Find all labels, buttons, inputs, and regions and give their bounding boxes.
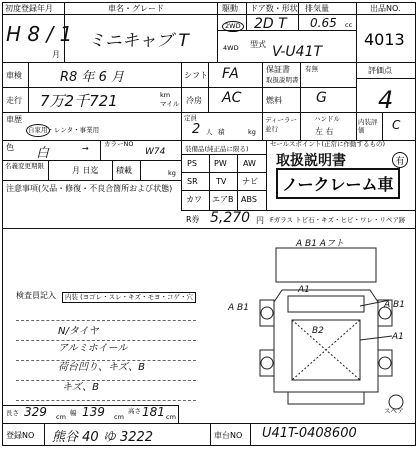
inspector-note-3: 荷台凹り、キズ、B bbox=[58, 362, 145, 373]
use-options: 自家用・レンタ・事業用 bbox=[28, 126, 100, 134]
inspection-label: 車検 bbox=[6, 71, 22, 80]
car-left-rear-side bbox=[260, 350, 274, 376]
dealer-label: ディーラー並行 bbox=[265, 116, 297, 133]
capacity-unit2: 積 bbox=[218, 128, 225, 136]
recycle-label: R券 bbox=[186, 215, 200, 224]
notes-label: 注意事項(欠品・修復・不良合箇所および状態) bbox=[6, 184, 173, 193]
capacity-unit: 人 bbox=[206, 128, 213, 136]
stamp-manual: 取扱説明書 bbox=[276, 153, 346, 169]
diag-label-a1-right: A1 bbox=[392, 332, 404, 342]
diag-label-spare: スペア bbox=[384, 407, 404, 415]
wheel-rear-right bbox=[379, 357, 391, 369]
use-label: 車歴 bbox=[6, 115, 22, 124]
car-windshield bbox=[288, 296, 364, 312]
first-reg-value: H 8 / 1 bbox=[6, 22, 73, 46]
car-rear bbox=[288, 392, 364, 404]
diag-label-a1: A1 bbox=[298, 285, 310, 295]
stamp-no-claim: ノークレーム車 bbox=[276, 168, 400, 199]
equip-abs: ABS bbox=[241, 195, 257, 204]
mileage-label: 走行 bbox=[6, 96, 22, 105]
mileage-unit-mile: マイル bbox=[160, 100, 180, 108]
interior-label: 内装評価 bbox=[358, 118, 378, 134]
dim-len-value: 329 bbox=[24, 405, 47, 419]
interior-value: C bbox=[392, 118, 401, 132]
color-label: 色 bbox=[6, 143, 14, 152]
equip-aw: AW bbox=[243, 159, 256, 168]
name-change-label: 名義変更期限 bbox=[5, 162, 44, 170]
spare-tire bbox=[389, 395, 403, 409]
dim-width-value: 139 bbox=[82, 405, 105, 419]
inspector-options: 内装 (ヨゴレ・スレ・キズ・モヨ・コゲ・穴 bbox=[62, 292, 196, 303]
first-reg-month-suffix: 月 bbox=[52, 50, 60, 59]
dim-width-unit: cm bbox=[114, 413, 124, 421]
car-right-rear-side bbox=[378, 350, 392, 376]
drive-label: 駆動 bbox=[222, 4, 238, 13]
sellpoint-label: セールスポイント(正常に作動するもの) bbox=[270, 140, 385, 148]
recycle-unit: 円 bbox=[256, 216, 264, 225]
car-diagram bbox=[240, 240, 416, 410]
equip-tv: TV bbox=[216, 177, 227, 186]
glass-label: Fガラス トビ石・キズ・ヒビ・ワレ・リペア跡 bbox=[270, 216, 406, 224]
car-right-front-side bbox=[378, 300, 392, 326]
inspector-note-2: アルミホイール bbox=[58, 343, 128, 354]
wheel-front-right bbox=[379, 307, 391, 319]
rating-value: 4 bbox=[378, 86, 394, 114]
car-left-front-side bbox=[260, 300, 274, 326]
diag-label-ab1-left: A B1 bbox=[228, 303, 249, 313]
car-front-view bbox=[276, 248, 376, 282]
capacity-label: 定員 bbox=[184, 114, 197, 122]
equip-navi: ナビ bbox=[242, 177, 258, 186]
model-label: 型式 bbox=[250, 40, 266, 49]
recycle-value: 5,270 bbox=[210, 210, 251, 226]
drive-2wd: 2WD bbox=[222, 21, 244, 32]
diag-label-ab1-right: A B1 bbox=[384, 300, 405, 310]
equip-airbag: エアB bbox=[212, 195, 234, 204]
color-value: 白 bbox=[36, 146, 50, 161]
equip-sr: SR bbox=[187, 177, 198, 186]
dim-height-unit: cm bbox=[166, 413, 176, 421]
first-reg-label: 初度登録年月 bbox=[5, 4, 53, 13]
color-arrow: → bbox=[82, 144, 89, 153]
inspector-note-1: N/タイヤ bbox=[58, 326, 99, 337]
drive-4wd: 4WD bbox=[223, 44, 239, 52]
equip-ps: PS bbox=[187, 159, 197, 168]
diag-label-top: A B1 Aフト bbox=[296, 239, 344, 249]
equip-pw: PW bbox=[214, 159, 227, 168]
disp-value: 0.65 bbox=[310, 16, 337, 30]
stamp-circle-yu: 有 bbox=[392, 152, 408, 168]
load-unit: kg bbox=[168, 169, 176, 177]
disp-unit: cc bbox=[345, 21, 353, 29]
dim-len-label: 長さ bbox=[6, 409, 19, 417]
door-label: ドア数・形状 bbox=[250, 4, 298, 13]
colorno-value: W74 bbox=[145, 147, 166, 157]
equip-kawa: カワ bbox=[186, 195, 202, 204]
inspector-label: 検査員記入 bbox=[16, 291, 56, 300]
name-label: 車名・グレード bbox=[108, 4, 164, 13]
ac-label: 冷房 bbox=[186, 96, 202, 105]
dim-height-label: 高さ bbox=[128, 407, 141, 415]
exhibit-value: 4013 bbox=[364, 30, 405, 49]
dim-height-value: 181 bbox=[142, 405, 165, 419]
use-selected-circle bbox=[26, 124, 50, 137]
mileage-unit-km: km bbox=[160, 91, 171, 99]
inspection-value: R8 年 6 月 bbox=[60, 70, 124, 85]
inspector-note-4: キズ、B bbox=[62, 382, 99, 393]
exhibit-label: 出品NO. bbox=[370, 4, 401, 13]
shift-label: シフト bbox=[184, 71, 208, 80]
reg-value: 熊谷 40 ゆ 3222 bbox=[52, 430, 154, 445]
equipment-label: 装備品(純正品に限る) bbox=[185, 145, 249, 153]
wheel-rear-left bbox=[261, 357, 273, 369]
disp-label: 排気量 bbox=[305, 4, 329, 13]
shift-value: FA bbox=[222, 66, 239, 82]
diag-label-b2: B2 bbox=[312, 326, 324, 336]
load-label: 積載 bbox=[116, 166, 132, 175]
chassis-label: 車台NO bbox=[214, 431, 243, 440]
mileage-value: 7万2千721 bbox=[40, 92, 118, 110]
fuel-label: 燃料 bbox=[266, 96, 282, 105]
rating-label: 評価点 bbox=[368, 66, 392, 75]
wheel-front-left bbox=[261, 307, 273, 319]
name-change-date: 月 日迄 bbox=[72, 166, 99, 175]
colorno-label: カラーNO bbox=[104, 140, 134, 148]
capacity-unit3: kg bbox=[248, 128, 256, 136]
ac-value: AC bbox=[222, 90, 242, 106]
reg-label: 登録NO bbox=[6, 431, 35, 440]
warranty-sub: 有無 bbox=[305, 65, 318, 73]
model-value: V-U41T bbox=[272, 44, 323, 60]
manual-sub: 取扱説明書 bbox=[266, 76, 299, 84]
handle-value: 左 右 bbox=[315, 127, 334, 136]
capacity-value: 2 bbox=[192, 122, 201, 137]
dim-width-label: 幅 bbox=[70, 409, 77, 417]
dim-len-unit: cm bbox=[56, 413, 66, 421]
door-value: 2D T bbox=[254, 16, 287, 32]
warranty-label: 保証書 bbox=[266, 65, 290, 74]
handle-label: ハンドル bbox=[314, 115, 340, 123]
fuel-value: G bbox=[316, 90, 327, 106]
name-value: ミニキャブ T bbox=[88, 31, 189, 51]
chassis-value: U41T-0408600 bbox=[262, 426, 357, 441]
